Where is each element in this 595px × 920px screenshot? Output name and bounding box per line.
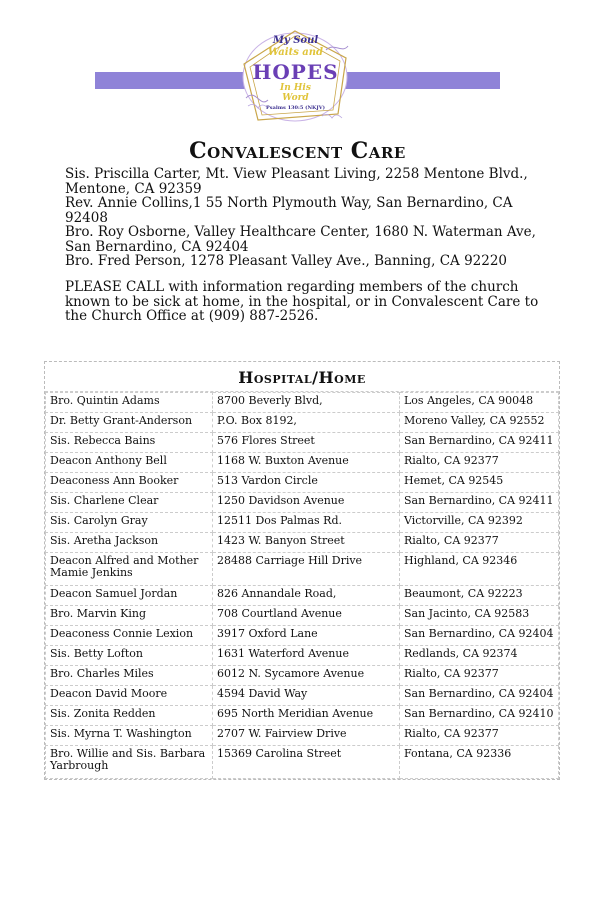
member-city: Rialto, CA 92377 xyxy=(400,666,559,686)
member-name: Sis. Charlene Clear xyxy=(46,493,213,513)
convalescent-list xyxy=(65,167,555,269)
table-row xyxy=(46,646,559,666)
logo-scripture-ref: Psalms 130:5 (NKJV) xyxy=(266,105,325,111)
member-address: 8700 Beverly Blvd, xyxy=(213,393,400,413)
table-row xyxy=(46,686,559,706)
member-address: 826 Annandale Road, xyxy=(213,586,400,606)
member-name: Dr. Betty Grant-Anderson xyxy=(46,413,213,433)
convalescent-entry: Rev. Annie Collins,1 55 North Plymouth Way, San Bernardino, CA 92408 xyxy=(65,195,513,226)
member-city: San Jacinto, CA 92583 xyxy=(400,606,559,626)
table-row xyxy=(46,706,559,726)
member-name: Deacon Anthony Bell xyxy=(46,453,213,473)
member-city: San Bernardino, CA 92411 xyxy=(400,433,559,453)
member-city: Los Angeles, CA 90048 xyxy=(400,393,559,413)
member-name: Bro. Charles Miles xyxy=(46,666,213,686)
table-row xyxy=(46,586,559,606)
member-city: Highland, CA 92346 xyxy=(400,553,559,586)
member-address: P.O. Box 8192, xyxy=(213,413,400,433)
member-city: San Bernardino, CA 92404 xyxy=(400,686,559,706)
member-address: 3917 Oxford Lane xyxy=(213,626,400,646)
table-row xyxy=(46,553,559,586)
hospital-home-table xyxy=(44,361,560,780)
member-address: 576 Flores Street xyxy=(213,433,400,453)
logo-text-line-1: My Soul xyxy=(272,35,319,46)
member-city: San Bernardino, CA 92411 xyxy=(400,493,559,513)
church-logo xyxy=(238,28,353,126)
member-name: Bro. Willie and Sis. Barbara Yarbrough xyxy=(46,746,213,779)
member-address: 1250 Davidson Avenue xyxy=(213,493,400,513)
member-city: San Bernardino, CA 92410 xyxy=(400,706,559,726)
member-city: Moreno Valley, CA 92552 xyxy=(400,413,559,433)
table-row xyxy=(46,413,559,433)
member-name: Sis. Carolyn Gray xyxy=(46,513,213,533)
member-name: Deacon David Moore xyxy=(46,686,213,706)
member-address: 1168 W. Buxton Avenue xyxy=(213,453,400,473)
table-row xyxy=(46,746,559,779)
member-city: San Bernardino, CA 92404 xyxy=(400,626,559,646)
table-row xyxy=(46,666,559,686)
member-address: 2707 W. Fairview Drive xyxy=(213,726,400,746)
table-row xyxy=(46,493,559,513)
member-name: Deaconess Ann Booker xyxy=(46,473,213,493)
member-city: Redlands, CA 92374 xyxy=(400,646,559,666)
member-name: Sis. Myrna T. Washington xyxy=(46,726,213,746)
convalescent-entry: Bro. Roy Osborne, Valley Healthcare Center, 1680 N. Waterman Ave, San Bernardino, CA 92404 xyxy=(65,224,536,255)
member-name: Sis. Aretha Jackson xyxy=(46,533,213,553)
member-city: Hemet, CA 92545 xyxy=(400,473,559,493)
member-address: 6012 N. Sycamore Avenue xyxy=(213,666,400,686)
logo-text-line-5: Word xyxy=(282,93,309,103)
member-name: Sis. Zonita Redden xyxy=(46,706,213,726)
member-address: 12511 Dos Palmas Rd. xyxy=(213,513,400,533)
table-row xyxy=(46,393,559,413)
table-row xyxy=(46,433,559,453)
page-title: Convalescent Care xyxy=(189,138,406,164)
member-name: Sis. Rebecca Bains xyxy=(46,433,213,453)
member-address: 4594 David Way xyxy=(213,686,400,706)
member-city: Rialto, CA 92377 xyxy=(400,726,559,746)
table-row xyxy=(46,726,559,746)
table-row xyxy=(46,473,559,493)
member-address: 15369 Carolina Street xyxy=(213,746,400,779)
member-city: Fontana, CA 92336 xyxy=(400,746,559,779)
member-address: 1423 W. Banyon Street xyxy=(213,533,400,553)
convalescent-entry: Bro. Fred Person, 1278 Pleasant Valley Ave., Banning, CA 92220 xyxy=(65,253,508,269)
member-name: Deaconess Connie Lexion xyxy=(46,626,213,646)
member-address: 695 North Meridian Avenue xyxy=(213,706,400,726)
member-name: Sis. Betty Lofton xyxy=(46,646,213,666)
logo-text-line-4: In His xyxy=(280,83,311,93)
logo-text-hopes: HOPES xyxy=(252,60,339,84)
member-name: Deacon Samuel Jordan xyxy=(46,586,213,606)
logo-text-line-2: Waits and xyxy=(267,47,324,58)
member-name: Bro. Quintin Adams xyxy=(46,393,213,413)
member-address: 28488 Carriage Hill Drive xyxy=(213,553,400,586)
table-row xyxy=(46,513,559,533)
table-row xyxy=(46,626,559,646)
member-name: Bro. Marvin King xyxy=(46,606,213,626)
table-row xyxy=(46,453,559,473)
table-row xyxy=(46,533,559,553)
member-address: 513 Vardon Circle xyxy=(213,473,400,493)
member-city: Rialto, CA 92377 xyxy=(400,533,559,553)
call-notice: PLEASE CALL with information regarding members of the church known to be sick at home, in the hospital, or in Convalescent Care to the Church Office at (909) 887-2526. xyxy=(65,279,539,324)
convalescent-entry: Sis. Priscilla Carter, Mt. View Pleasant Living, 2258 Mentone Blvd., Mentone, CA 92359 xyxy=(65,166,528,197)
member-city: Victorville, CA 92392 xyxy=(400,513,559,533)
table-title: Hospital/Home xyxy=(45,362,559,392)
member-name: Deacon Alfred and Mother Mamie Jenkins xyxy=(46,553,213,586)
member-address: 1631 Waterford Avenue xyxy=(213,646,400,666)
table-row xyxy=(46,606,559,626)
member-city: Rialto, CA 92377 xyxy=(400,453,559,473)
member-address: 708 Courtland Avenue xyxy=(213,606,400,626)
member-city: Beaumont, CA 92223 xyxy=(400,586,559,606)
